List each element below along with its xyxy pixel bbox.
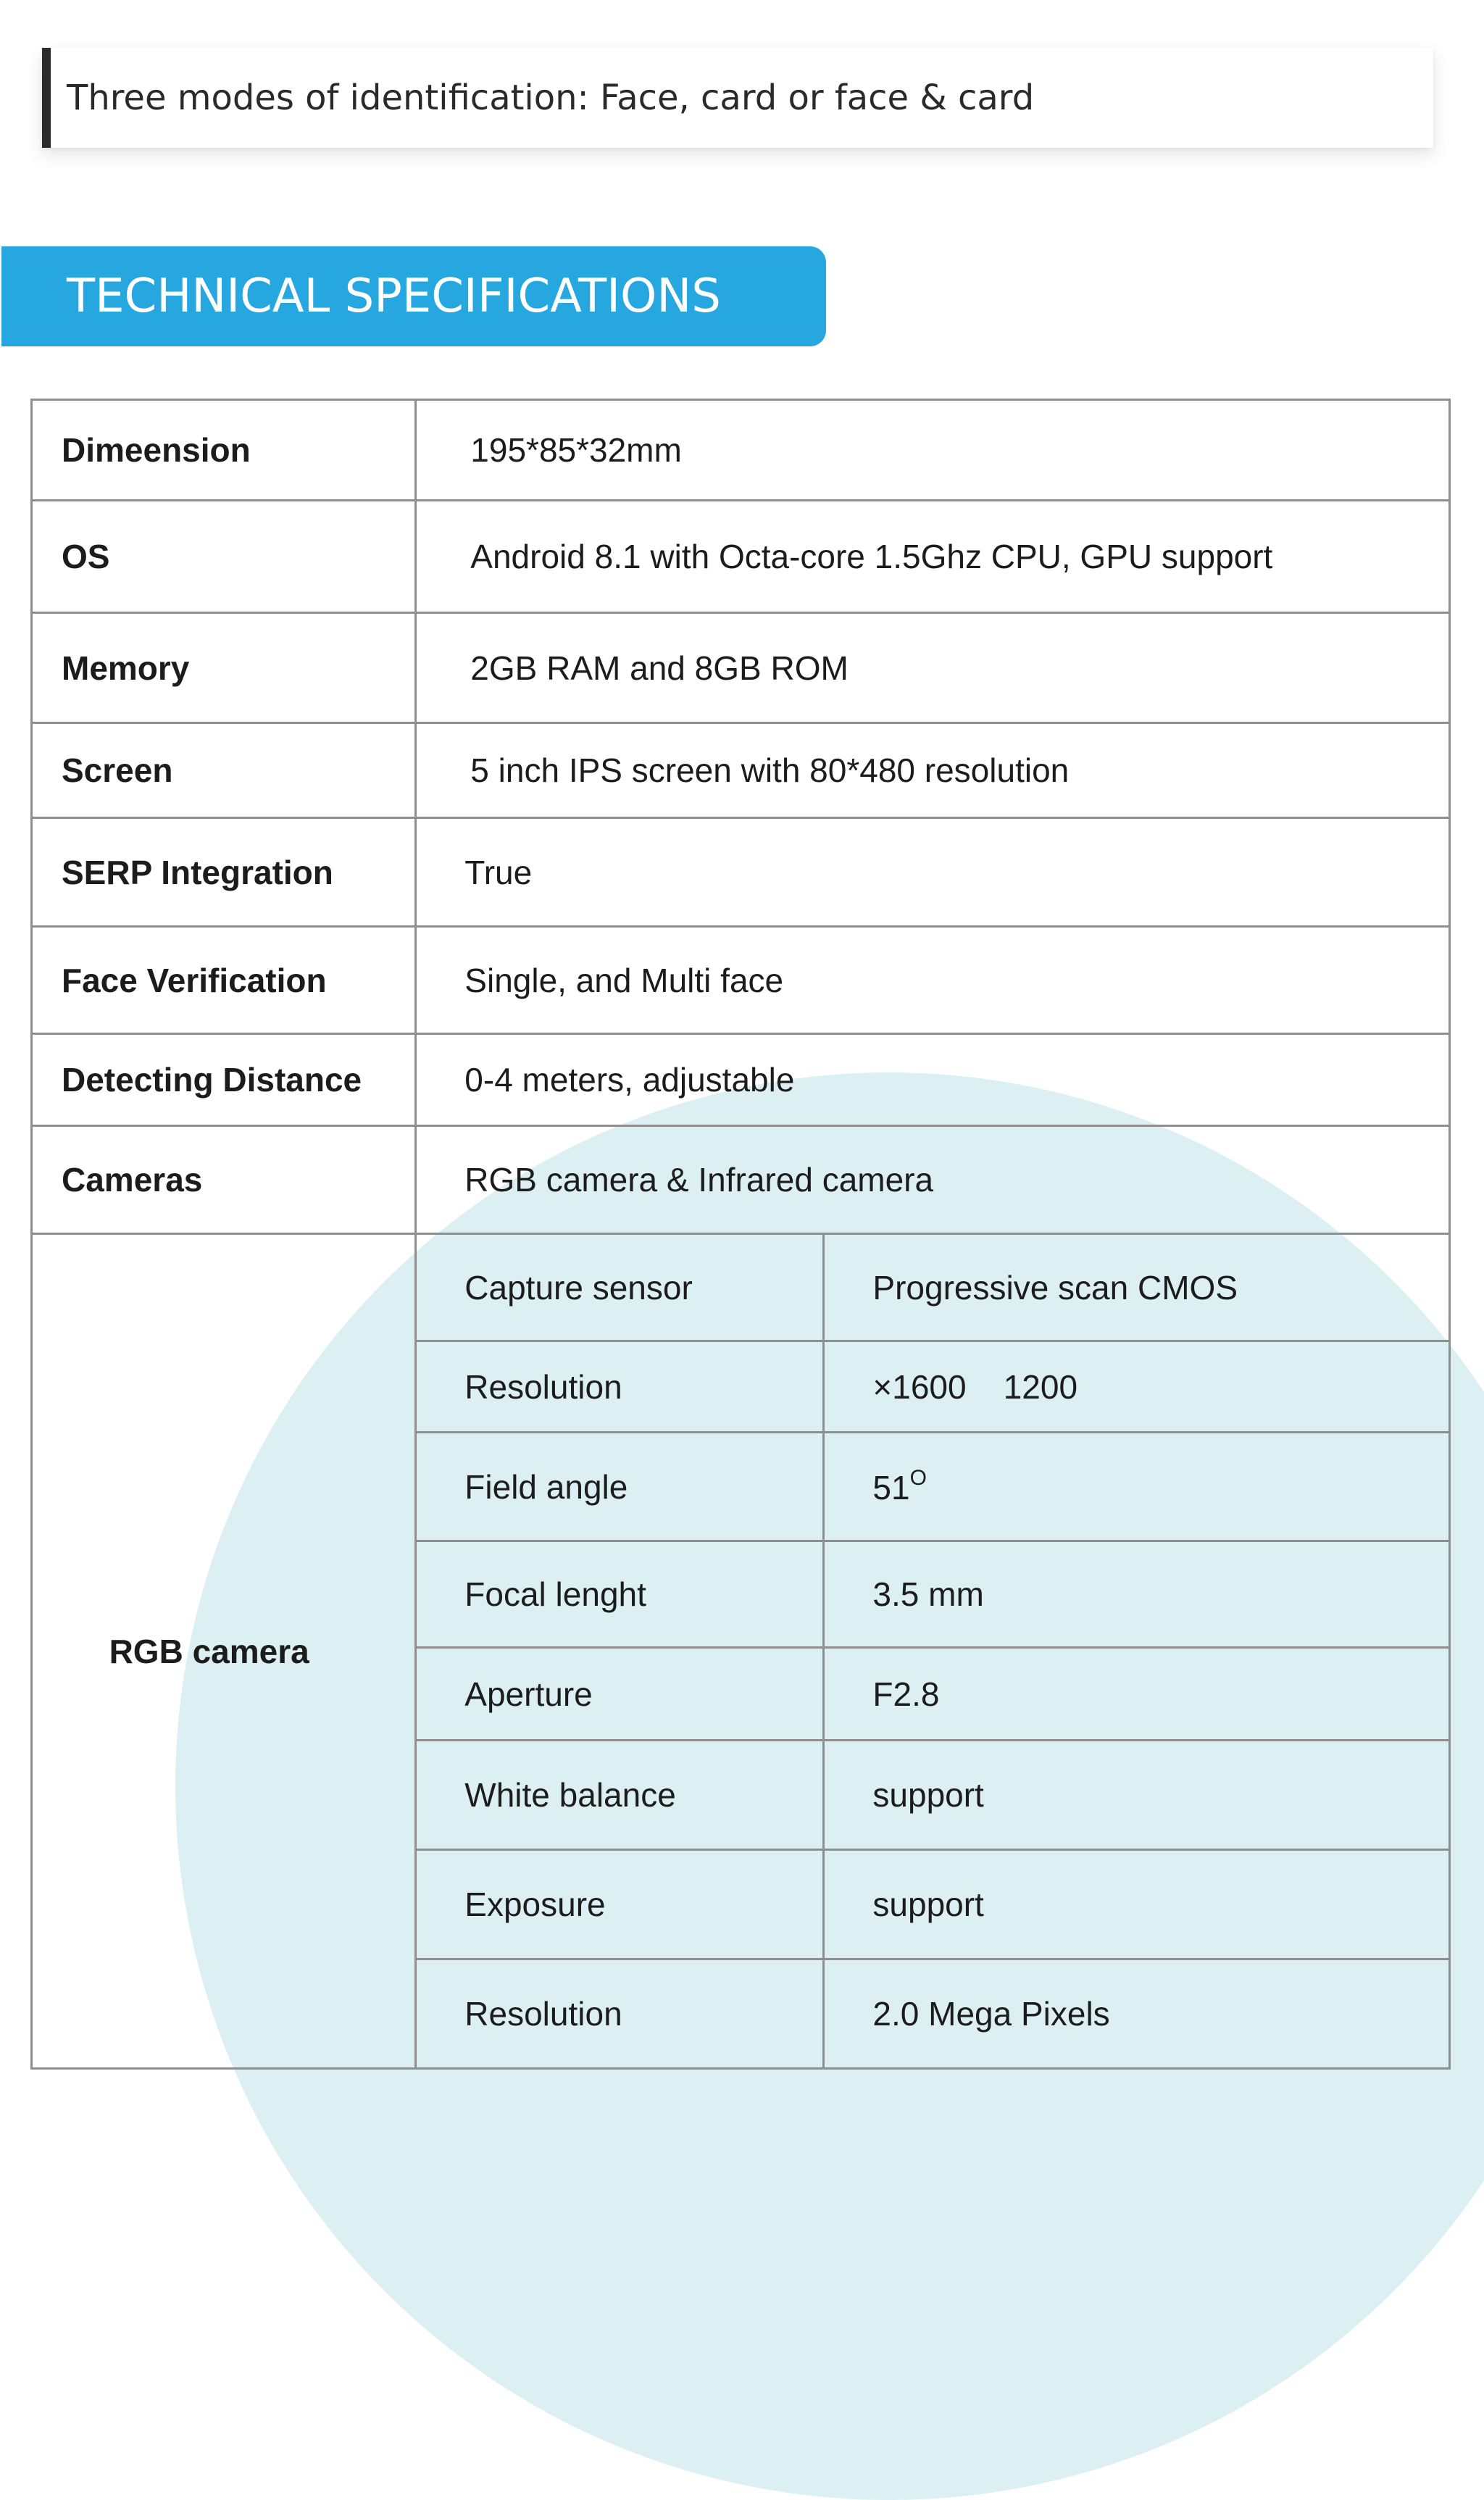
rgb-sub-label: Aperture bbox=[416, 1648, 824, 1741]
spec-value: Android 8.1 with Octa-core 1.5Ghz CPU, GPU support bbox=[416, 501, 1450, 613]
spec-value: 5 inch IPS screen with 80*480 resolution bbox=[416, 723, 1450, 818]
spec-label: Screen bbox=[32, 723, 416, 818]
rgb-sub-label: White balance bbox=[416, 1741, 824, 1850]
spec-value: 195*85*32mm bbox=[416, 400, 1450, 501]
spec-row-dimension bbox=[32, 400, 1450, 501]
spec-label: Cameras bbox=[32, 1126, 416, 1234]
rgb-sub-label: Capture sensor bbox=[416, 1234, 824, 1341]
rgb-sub-value bbox=[824, 1341, 1450, 1433]
rgb-sub-label: Field angle bbox=[416, 1433, 824, 1541]
section-banner bbox=[1, 246, 826, 346]
spec-table bbox=[30, 399, 1451, 2070]
rgb-sub-label: Exposure bbox=[416, 1850, 824, 1959]
rgb-sub-value: Progressive scan CMOS bbox=[824, 1234, 1450, 1341]
rgb-sub-value bbox=[824, 1433, 1450, 1541]
rgb-sub-value: 3.5 mm bbox=[824, 1541, 1450, 1648]
spec-row-cameras bbox=[32, 1126, 1450, 1234]
rgb-sub-value: support bbox=[824, 1850, 1450, 1959]
spec-row-detecting-distance bbox=[32, 1034, 1450, 1126]
rgb-sub-value: support bbox=[824, 1741, 1450, 1850]
degree-mark: O bbox=[909, 1466, 927, 1490]
identification-modes-callout bbox=[42, 48, 1433, 148]
rgb-sub-value: 2.0 Mega Pixels bbox=[824, 1959, 1450, 2069]
rgb-sub-label: Resolution bbox=[416, 1959, 824, 2069]
section-title: TECHNICAL SPECIFICATIONS bbox=[67, 270, 721, 323]
spec-value: 0-4 meters, adjustable bbox=[416, 1034, 1450, 1126]
spec-label: SERP Integration bbox=[32, 818, 416, 927]
rgb-sub-label: Resolution bbox=[416, 1341, 824, 1433]
spec-value: Single, and Multi face bbox=[416, 927, 1450, 1034]
rgb-sub-value: F2.8 bbox=[824, 1648, 1450, 1741]
rgb-camera-label: RGB camera bbox=[32, 1234, 416, 2069]
spec-label: OS bbox=[32, 501, 416, 613]
field-angle-value: 51 bbox=[872, 1469, 910, 1507]
spec-value: True bbox=[416, 818, 1450, 927]
spec-label: Detecting Distance bbox=[32, 1034, 416, 1126]
spec-row-memory bbox=[32, 613, 1450, 723]
spec-row-face-verification bbox=[32, 927, 1450, 1034]
rgb-row-capture-sensor bbox=[32, 1234, 1450, 1341]
rgb-sub-label: Focal lenght bbox=[416, 1541, 824, 1648]
spec-row-serp-integration bbox=[32, 818, 1450, 927]
spec-label: Face Verification bbox=[32, 927, 416, 1034]
spec-row-os bbox=[32, 501, 1450, 613]
resolution-value: ×1600 1200 bbox=[872, 1367, 1078, 1406]
spec-value: RGB camera & Infrared camera bbox=[416, 1126, 1450, 1234]
spec-label: Memory bbox=[32, 613, 416, 723]
spec-value: 2GB RAM and 8GB ROM bbox=[416, 613, 1450, 723]
callout-text: Three modes of identification: Face, card or face & card bbox=[67, 78, 1035, 118]
spec-row-screen bbox=[32, 723, 1450, 818]
spec-label: Dimeension bbox=[32, 400, 416, 501]
